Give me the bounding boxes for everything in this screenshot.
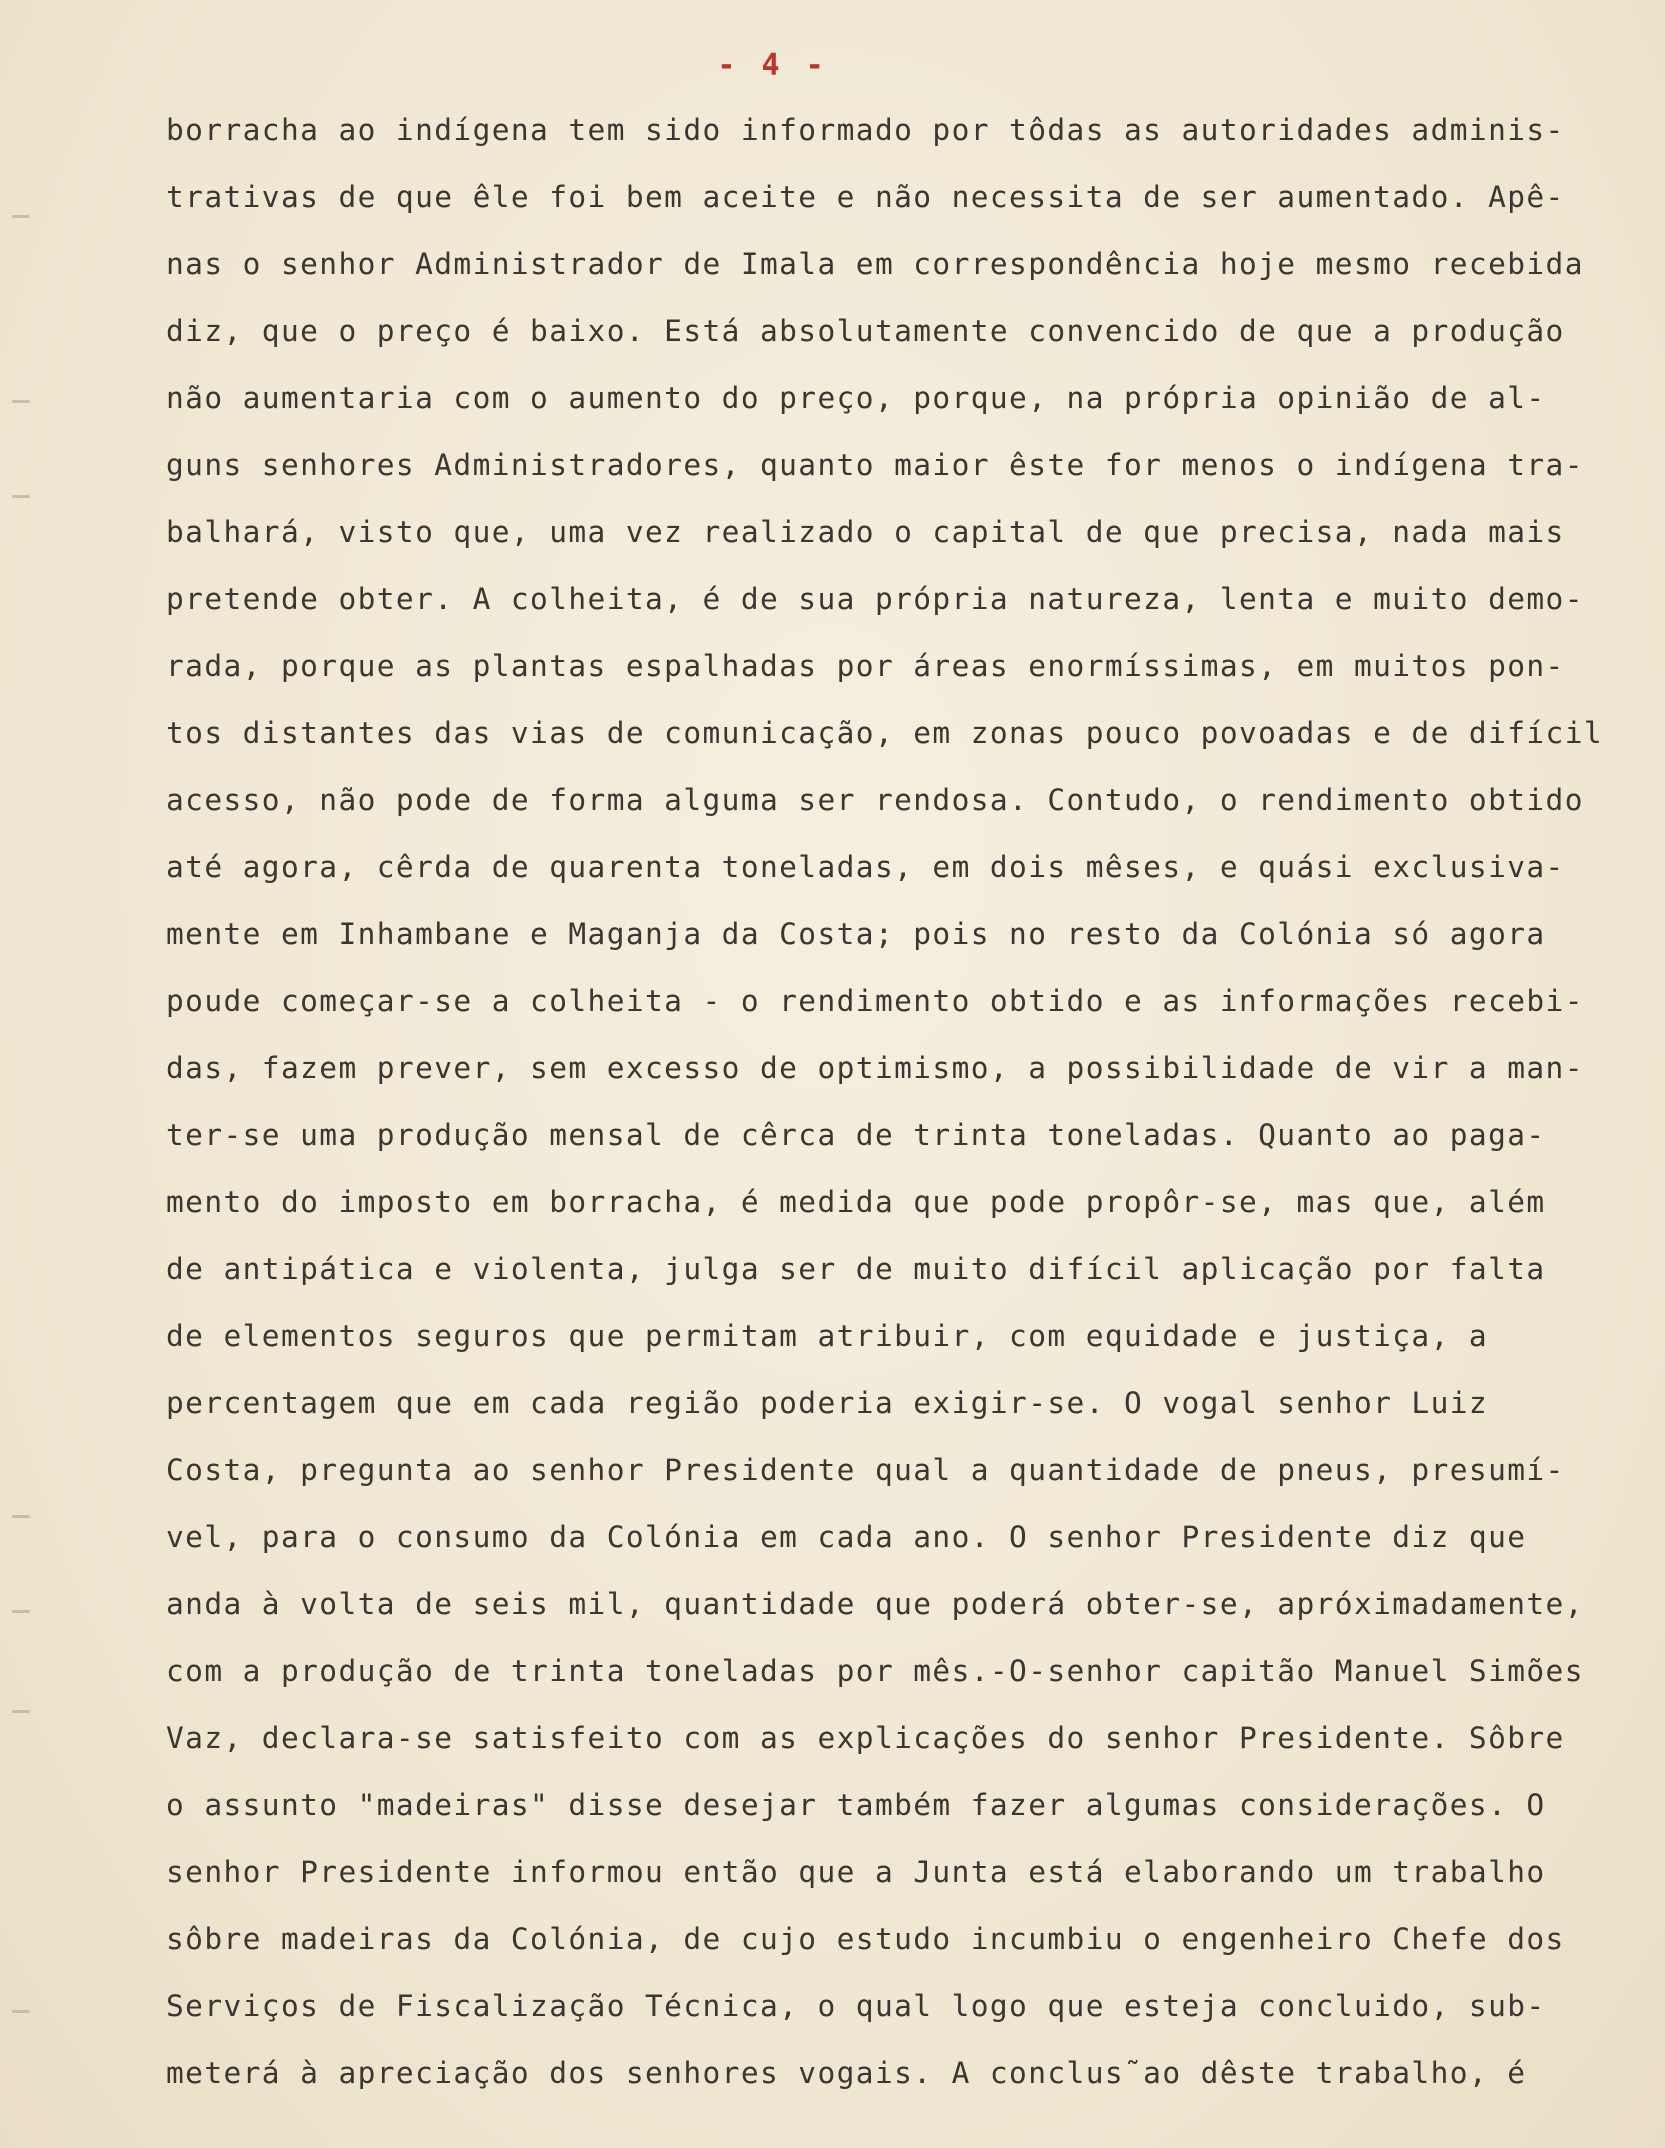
text-line: diz, que o preço é baixo. Está absolutamente convencido de que a produção [166, 314, 1565, 348]
paper-mark [12, 495, 30, 498]
text-line: trativas de que êle foi bem aceite e não necessita de ser aumentado. Apê- [166, 180, 1565, 214]
text-line: anda à volta de seis mil, quantidade que poderá obter-se, apróximadamente, [166, 1587, 1584, 1621]
text-line: Serviços de Fiscalização Técnica, o qual logo que esteja concluido, sub- [166, 1989, 1546, 2023]
text-line: de elementos seguros que permitam atribuir, com equidade e justiça, a [166, 1319, 1489, 1353]
text-line: Vaz, declara-se satisfeito com as explicações do senhor Presidente. Sôbre [166, 1721, 1565, 1755]
text-line: nas o senhor Administrador de Imala em correspondência hoje mesmo recebida [166, 247, 1584, 281]
paper-mark [12, 215, 30, 218]
text-line: pretende obter. A colheita, é de sua própria natureza, lenta e muito demo- [166, 582, 1584, 616]
text-line: mente em Inhambane e Maganja da Costa; pois no resto da Colónia só agora [166, 917, 1546, 951]
text-line: não aumentaria com o aumento do preço, porque, na própria opinião de al- [166, 381, 1546, 415]
page-number: - 4 - [717, 48, 828, 83]
paper-mark [12, 400, 30, 403]
text-line: balhará, visto que, uma vez realizado o capital de que precisa, nada mais [166, 515, 1565, 549]
text-line: percentagem que em cada região poderia exigir-se. O vogal senhor Luiz [166, 1386, 1489, 1420]
text-line: sôbre madeiras da Colónia, de cujo estudo incumbiu o engenheiro Chefe dos [166, 1922, 1565, 1956]
text-line: das, fazem prever, sem excesso de optimismo, a possibilidade de vir a man- [166, 1051, 1584, 1085]
text-line: meterá à apreciação dos senhores vogais. A conclus˜ao dêste trabalho, é [166, 2056, 1527, 2090]
paper-mark [12, 1710, 30, 1713]
text-line: guns senhores Administradores, quanto maior êste for menos o indígena tra- [166, 448, 1584, 482]
text-line: vel, para o consumo da Colónia em cada ano. O senhor Presidente diz que [166, 1520, 1527, 1554]
text-line: rada, porque as plantas espalhadas por áreas enormíssimas, em muitos pon- [166, 649, 1565, 683]
text-line: Costa, pregunta ao senhor Presidente qual a quantidade de pneus, presumí- [166, 1453, 1565, 1487]
text-line: poude começar-se a colheita - o rendimento obtido e as informações recebi- [166, 984, 1584, 1018]
text-line: ter-se uma produção mensal de cêrca de trinta toneladas. Quanto ao paga- [166, 1118, 1546, 1152]
text-line: borracha ao indígena tem sido informado por tôdas as autoridades adminis- [166, 113, 1565, 147]
text-line: com a produção de trinta toneladas por mês.-O-senhor capitão Manuel Simões [166, 1654, 1584, 1688]
text-line: senhor Presidente informou então que a Junta está elaborando um trabalho [166, 1855, 1546, 1889]
paper-mark [12, 1610, 30, 1613]
paper-mark [12, 1515, 30, 1518]
text-line: até agora, cêrda de quarenta toneladas, em dois mêses, e quási exclusiva- [166, 850, 1565, 884]
typed-paragraph [166, 110, 1646, 2120]
paper-mark [12, 2010, 30, 2013]
text-line: mento do imposto em borracha, é medida que pode propôr-se, mas que, além [166, 1185, 1546, 1219]
text-line: de antipática e violenta, julga ser de muito difícil aplicação por falta [166, 1252, 1546, 1286]
text-line: acesso, não pode de forma alguma ser rendosa. Contudo, o rendimento obtido [166, 783, 1584, 817]
text-line: tos distantes das vias de comunicação, em zonas pouco povoadas e de difícil [166, 716, 1604, 750]
text-line: o assunto "madeiras" disse desejar também fazer algumas considerações. O [166, 1788, 1546, 1822]
